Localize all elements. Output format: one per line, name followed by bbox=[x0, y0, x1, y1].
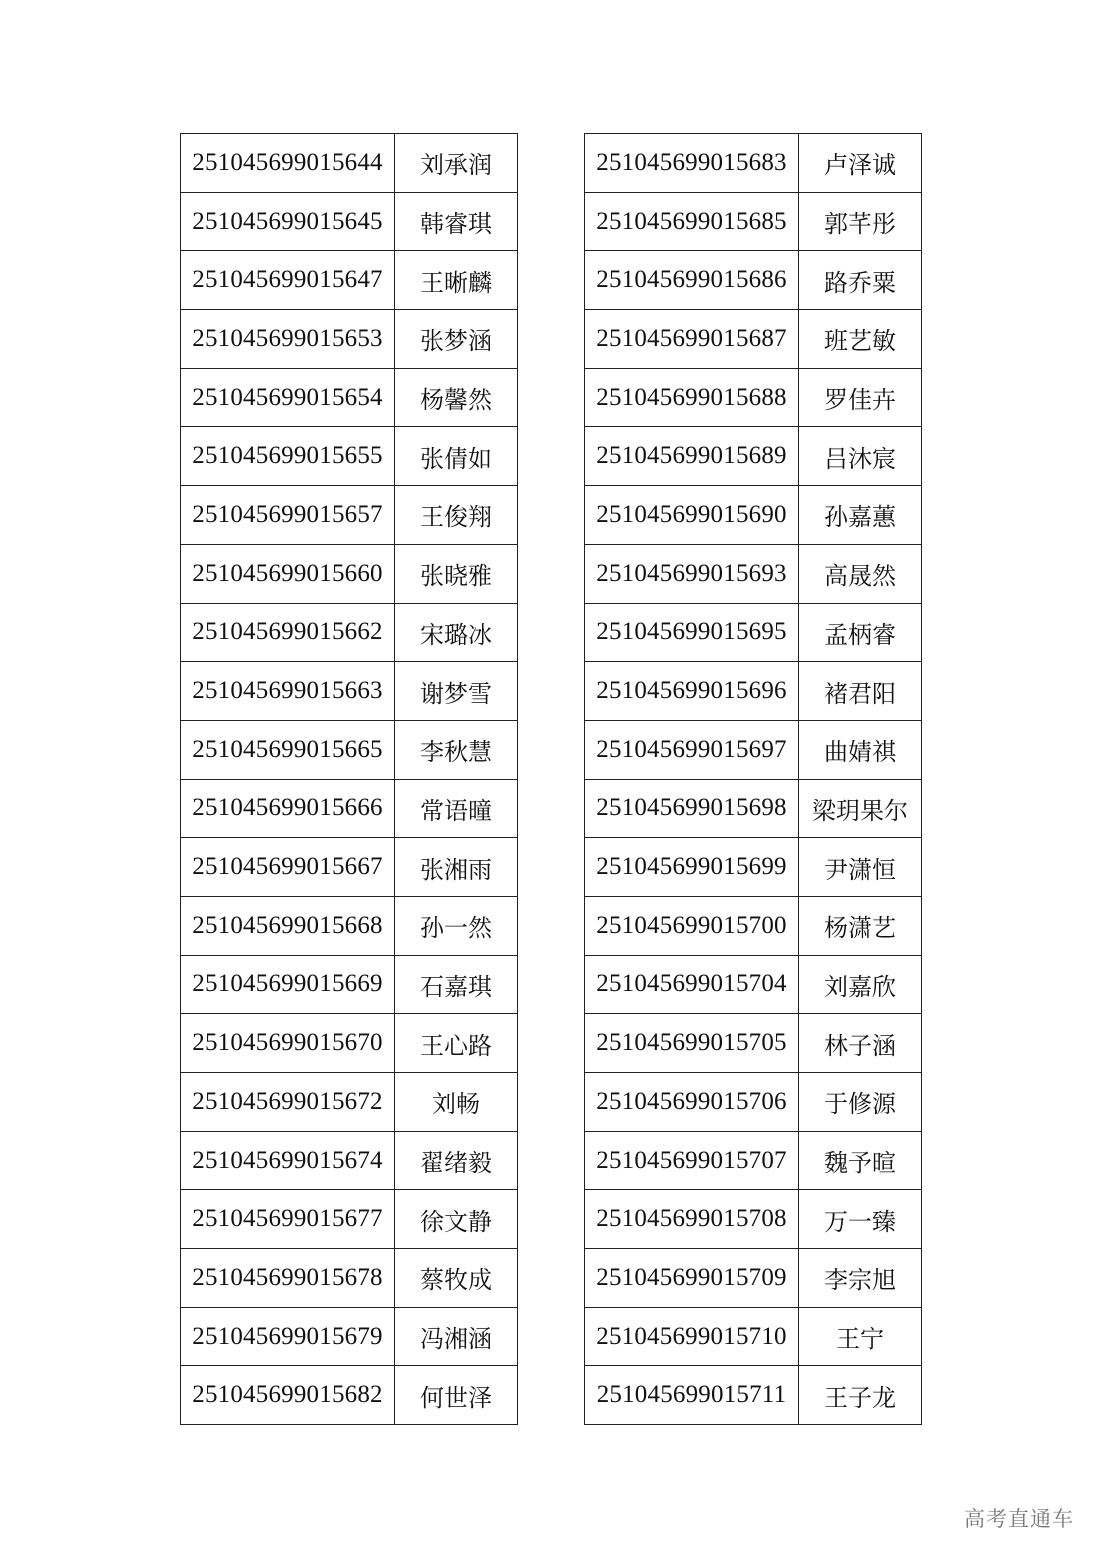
table-row bbox=[181, 251, 518, 310]
student-name-cell: 路乔粟 bbox=[799, 251, 922, 310]
student-id-cell: 251045699015654 bbox=[181, 368, 395, 427]
student-name-cell: 孟柄睿 bbox=[799, 603, 922, 662]
student-name-cell: 蔡牧成 bbox=[395, 1249, 518, 1308]
student-name-cell: 孙嘉蕙 bbox=[799, 486, 922, 545]
table-row bbox=[585, 1073, 922, 1132]
table-row bbox=[181, 134, 518, 193]
left-roster-body bbox=[181, 134, 518, 1425]
student-id-cell: 251045699015704 bbox=[585, 955, 799, 1014]
student-id-cell: 251045699015696 bbox=[585, 662, 799, 721]
student-id-cell: 251045699015667 bbox=[181, 838, 395, 897]
student-id-cell: 251045699015690 bbox=[585, 486, 799, 545]
student-id-cell: 251045699015711 bbox=[585, 1366, 799, 1425]
table-row bbox=[585, 838, 922, 897]
table-row bbox=[181, 486, 518, 545]
student-id-cell: 251045699015660 bbox=[181, 544, 395, 603]
student-name-cell: 刘承润 bbox=[395, 134, 518, 193]
student-name-cell: 曲婧祺 bbox=[799, 720, 922, 779]
table-row bbox=[585, 427, 922, 486]
student-name-cell: 郭芊彤 bbox=[799, 192, 922, 251]
table-row bbox=[181, 1307, 518, 1366]
student-id-cell: 251045699015666 bbox=[181, 779, 395, 838]
student-name-cell: 宋璐冰 bbox=[395, 603, 518, 662]
table-row bbox=[585, 134, 922, 193]
left-roster-table bbox=[180, 133, 518, 1425]
student-id-cell: 251045699015686 bbox=[585, 251, 799, 310]
student-name-cell: 张湘雨 bbox=[395, 838, 518, 897]
student-name-cell: 褚君阳 bbox=[799, 662, 922, 721]
student-name-cell: 石嘉琪 bbox=[395, 955, 518, 1014]
student-id-cell: 251045699015706 bbox=[585, 1073, 799, 1132]
student-id-cell: 251045699015645 bbox=[181, 192, 395, 251]
table-row bbox=[181, 1073, 518, 1132]
student-id-cell: 251045699015644 bbox=[181, 134, 395, 193]
table-row bbox=[585, 955, 922, 1014]
table-row bbox=[181, 192, 518, 251]
student-name-cell: 王俊翔 bbox=[395, 486, 518, 545]
student-name-cell: 翟绪毅 bbox=[395, 1131, 518, 1190]
student-name-cell: 吕沐宸 bbox=[799, 427, 922, 486]
table-row bbox=[585, 779, 922, 838]
student-id-cell: 251045699015700 bbox=[585, 896, 799, 955]
student-id-cell: 251045699015710 bbox=[585, 1307, 799, 1366]
table-row bbox=[181, 310, 518, 369]
student-id-cell: 251045699015705 bbox=[585, 1014, 799, 1073]
student-id-cell: 251045699015678 bbox=[181, 1249, 395, 1308]
student-name-cell: 张梦涵 bbox=[395, 310, 518, 369]
student-id-cell: 251045699015693 bbox=[585, 544, 799, 603]
student-id-cell: 251045699015670 bbox=[181, 1014, 395, 1073]
student-name-cell: 李宗旭 bbox=[799, 1249, 922, 1308]
table-row bbox=[181, 1366, 518, 1425]
student-id-cell: 251045699015674 bbox=[181, 1131, 395, 1190]
student-name-cell: 万一臻 bbox=[799, 1190, 922, 1249]
student-name-cell: 何世泽 bbox=[395, 1366, 518, 1425]
student-name-cell: 孙一然 bbox=[395, 896, 518, 955]
student-name-cell: 罗佳卉 bbox=[799, 368, 922, 427]
student-name-cell: 杨馨然 bbox=[395, 368, 518, 427]
student-id-cell: 251045699015708 bbox=[585, 1190, 799, 1249]
student-name-cell: 班艺敏 bbox=[799, 310, 922, 369]
table-row bbox=[585, 662, 922, 721]
student-name-cell: 王宁 bbox=[799, 1307, 922, 1366]
student-name-cell: 尹潇恒 bbox=[799, 838, 922, 897]
student-name-cell: 谢梦雪 bbox=[395, 662, 518, 721]
student-name-cell: 卢泽诚 bbox=[799, 134, 922, 193]
student-name-cell: 魏予暄 bbox=[799, 1131, 922, 1190]
table-row bbox=[585, 251, 922, 310]
student-id-cell: 251045699015683 bbox=[585, 134, 799, 193]
table-row bbox=[585, 1190, 922, 1249]
table-row bbox=[585, 603, 922, 662]
table-row bbox=[181, 1190, 518, 1249]
student-name-cell: 王子龙 bbox=[799, 1366, 922, 1425]
student-id-cell: 251045699015699 bbox=[585, 838, 799, 897]
student-id-cell: 251045699015687 bbox=[585, 310, 799, 369]
student-id-cell: 251045699015655 bbox=[181, 427, 395, 486]
table-row bbox=[181, 720, 518, 779]
student-id-cell: 251045699015682 bbox=[181, 1366, 395, 1425]
student-name-cell: 徐文静 bbox=[395, 1190, 518, 1249]
student-id-cell: 251045699015653 bbox=[181, 310, 395, 369]
table-row bbox=[181, 603, 518, 662]
table-row bbox=[181, 838, 518, 897]
student-id-cell: 251045699015689 bbox=[585, 427, 799, 486]
student-id-cell: 251045699015677 bbox=[181, 1190, 395, 1249]
table-row bbox=[585, 1307, 922, 1366]
student-id-cell: 251045699015685 bbox=[585, 192, 799, 251]
table-row bbox=[181, 662, 518, 721]
student-name-cell: 李秋慧 bbox=[395, 720, 518, 779]
student-name-cell: 张晓雅 bbox=[395, 544, 518, 603]
student-id-cell: 251045699015665 bbox=[181, 720, 395, 779]
student-id-cell: 251045699015709 bbox=[585, 1249, 799, 1308]
student-id-cell: 251045699015669 bbox=[181, 955, 395, 1014]
student-id-cell: 251045699015698 bbox=[585, 779, 799, 838]
student-name-cell: 高晟然 bbox=[799, 544, 922, 603]
student-id-cell: 251045699015647 bbox=[181, 251, 395, 310]
student-id-cell: 251045699015662 bbox=[181, 603, 395, 662]
student-id-cell: 251045699015697 bbox=[585, 720, 799, 779]
table-row bbox=[585, 720, 922, 779]
table-row bbox=[181, 427, 518, 486]
student-name-cell: 杨潇艺 bbox=[799, 896, 922, 955]
student-name-cell: 刘畅 bbox=[395, 1073, 518, 1132]
student-name-cell: 林子涵 bbox=[799, 1014, 922, 1073]
student-name-cell: 常语曈 bbox=[395, 779, 518, 838]
table-row bbox=[181, 368, 518, 427]
student-id-cell: 251045699015679 bbox=[181, 1307, 395, 1366]
table-row bbox=[585, 544, 922, 603]
watermark-text: 高考直通车 bbox=[964, 1507, 1074, 1531]
student-name-cell: 张倩如 bbox=[395, 427, 518, 486]
student-name-cell: 于修源 bbox=[799, 1073, 922, 1132]
table-row bbox=[585, 310, 922, 369]
table-row bbox=[181, 1131, 518, 1190]
table-row bbox=[585, 1249, 922, 1308]
right-roster-body bbox=[585, 134, 922, 1425]
table-row bbox=[585, 1366, 922, 1425]
table-row bbox=[585, 1131, 922, 1190]
student-id-cell: 251045699015657 bbox=[181, 486, 395, 545]
table-row bbox=[585, 368, 922, 427]
table-row bbox=[181, 779, 518, 838]
table-row bbox=[181, 1249, 518, 1308]
student-name-cell: 梁玥果尔 bbox=[799, 779, 922, 838]
student-name-cell: 王心路 bbox=[395, 1014, 518, 1073]
table-row bbox=[181, 544, 518, 603]
student-id-cell: 251045699015695 bbox=[585, 603, 799, 662]
table-row bbox=[585, 192, 922, 251]
student-name-cell: 韩睿琪 bbox=[395, 192, 518, 251]
table-row bbox=[585, 896, 922, 955]
table-row bbox=[585, 1014, 922, 1073]
student-id-cell: 251045699015672 bbox=[181, 1073, 395, 1132]
right-roster-table bbox=[584, 133, 922, 1425]
table-row bbox=[181, 1014, 518, 1073]
student-name-cell: 刘嘉欣 bbox=[799, 955, 922, 1014]
student-id-cell: 251045699015663 bbox=[181, 662, 395, 721]
student-name-cell: 冯湘涵 bbox=[395, 1307, 518, 1366]
student-id-cell: 251045699015668 bbox=[181, 896, 395, 955]
table-row bbox=[181, 955, 518, 1014]
student-name-cell: 王晰麟 bbox=[395, 251, 518, 310]
student-id-cell: 251045699015707 bbox=[585, 1131, 799, 1190]
table-row bbox=[181, 896, 518, 955]
table-row bbox=[585, 486, 922, 545]
student-id-cell: 251045699015688 bbox=[585, 368, 799, 427]
